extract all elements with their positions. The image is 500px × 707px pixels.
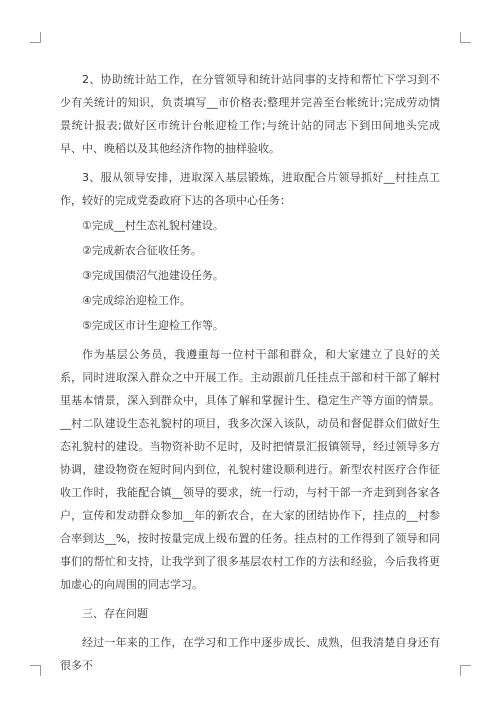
corner-mark-top-right [460,32,471,43]
section-heading-problems: 三、存在问题 [82,607,148,620]
task-item-2: ②完成新农合征收任务。 [82,244,202,257]
paragraph-civil-servant: 作为基层公务员，我遵重每一位村干部和群众，和大家建立了良好的关系，同时进取深入群众之中开展工作。主动跟前几任挂点干部和村干部了解村里基本情景，深入到群众中，具体了解和掌握计生、稳定生产等方面的情景。__村二队建设生态礼貌村的项目，我多次深入该队，动员和督促群众们做好生态礼貌村的建设。当物资补助不足时，及时把情景汇报镇领导，经过领导多方协调，建设物资在短时间内到位，礼貌村建设顺利进行。新型农村医疗合作征收工作时，我能配合镇__领导的要求，统一行动，与村干部一齐走到到各家各户，宣传和发动群众参加__年的新农合，在大家的团结协作下，挂点的__村参合率到达__%，按时按量完成上级布置的任务。挂点村的工作得到了领导和同事们的帮忙和支持，让我学到了很多基层农村工作的方法和经验，今后我将更加虚心的向周围的同志学习。 [60,348,440,591]
task-item-5: ⑤完成区市计生迎检工作等。 [82,319,224,332]
paragraph-problems-intro: 经过一年来的工作，在学习和工作中逐步成长、成熟，但我清楚自身还有很多不 [60,636,440,672]
corner-mark-top-left [30,32,41,43]
task-item-4: ④完成综治迎检工作。 [82,294,191,307]
task-item-3: ③完成国债沼气池建设任务。 [82,269,224,282]
paragraph-statistics-work: 2、协助统计站工作，在分管领导和统计站同事的支持和帮忙下学习到不少有关统计的知识，负责填写__市价格表;整理并完善至台帐统计;完成劳动情景统计报表;做好区市统计台帐迎检工作;与统计站的同志下到田间地头完成早、中、晚稻以及其他经济作物的抽样验收。 [60,73,440,155]
document-body [60,68,440,677]
corner-mark-bottom-right [460,665,471,676]
paragraph-grassroots-work: 3、服从领导安排，进取深入基层锻炼，进取配合片领导抓好__村挂点工作，较好的完成党委政府下达的各项中心任务： [60,171,440,207]
corner-mark-bottom-left [30,665,41,676]
task-item-1: ①完成__村生态礼貌村建设。 [82,219,224,232]
